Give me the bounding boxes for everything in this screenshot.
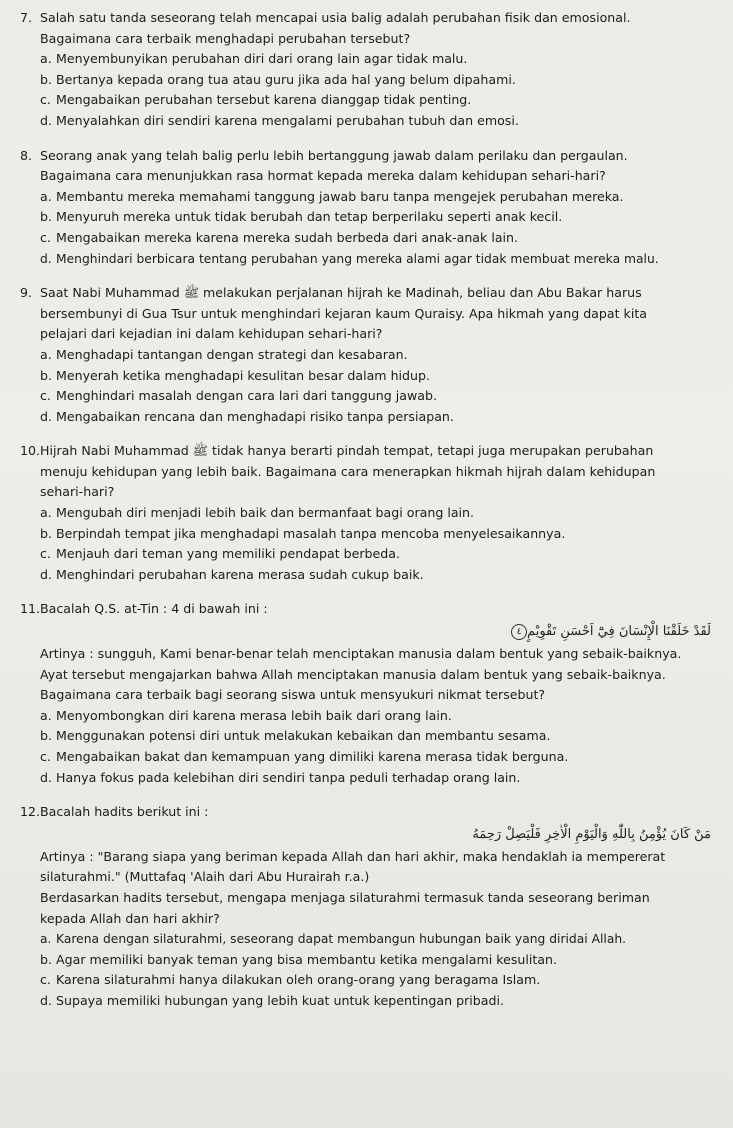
option-b[interactable]: b. Agar memiliki banyak teman yang bisa membantu ketika mengalami kesulitan. <box>40 951 558 967</box>
question-10 <box>20 441 715 585</box>
question-7 <box>20 8 715 132</box>
translation-line: Artinya : "Barang siapa yang beriman kepada Allah dan hari akhir, maka hendaklah ia mempererat <box>40 848 666 864</box>
option-c[interactable]: c. Mengabaikan bakat dan kemampuan yang dimiliki karena merasa tidak berguna. <box>40 749 569 764</box>
option-c[interactable]: c. Karena silaturahmi hanya dilakukan oleh orang-orang yang beragama Islam. <box>40 972 541 988</box>
question-stem: 7. Salah satu tanda seseorang telah mencapai usia balig adalah perubahan fisik dan emosional. <box>20 8 715 29</box>
option-d[interactable]: d. Hanya fokus pada kelebihan diri sendiri tanpa peduli terhadap orang lain. <box>40 769 521 785</box>
option-a[interactable]: a. Membantu mereka memahami tanggung jawab baru tanpa mengejek perubahan mereka. <box>40 188 624 204</box>
hadith-text: مَنْ كَانَ يُؤْمِنُ بِاللّٰهِ وَالْيَوْمِ الْاٰخِرِ فَلْيَصِلْ رَحِمَهُ <box>472 826 711 842</box>
question-stem-line: kepada Allah dan hari akhir? <box>40 910 220 926</box>
ayah-number-marker: ٤ <box>511 624 527 640</box>
translation-line: silaturahmi." (Muttafaq 'Alaih dari Abu Hurairah r.a.) <box>40 869 370 885</box>
question-stem-line: Bagaimana cara menunjukkan rasa hormat kepada mereka dalam kehidupan sehari-hari? <box>40 168 606 184</box>
option-c[interactable]: c. Mengabaikan mereka karena mereka sudah berbeda dari anak-anak lain. <box>40 229 519 245</box>
option-b[interactable]: b. Menyuruh mereka untuk tidak berubah dan tetap berperilaku seperti anak kecil. <box>40 209 563 225</box>
translation-line: Artinya : sungguh, Kami benar-benar telah menciptakan manusia dalam bentuk yang sebaik-baiknya. <box>40 646 682 662</box>
question-stem: 8. Seorang anak yang telah balig perlu lebih bertanggung jawab dalam perilaku dan pergaulan. <box>20 146 715 167</box>
question-stem-line: Berdasarkan hadits tersebut, mengapa menjaga silaturahmi termasuk tanda seseorang beriman <box>40 889 650 905</box>
question-stem: 11.Bacalah Q.S. at-Tin : 4 di bawah ini : <box>20 599 715 620</box>
question-number: 10. <box>20 443 41 459</box>
question-stem-line: bersembunyi di Gua Tsur untuk menghindari kejaran kaum Quraisy. Apa hikmah yang dapat kita <box>40 305 648 321</box>
question-stem-line: menuju kehidupan yang lebih baik. Bagaimana cara menerapkan hikmah hijrah dalam kehidupan <box>40 463 656 479</box>
option-d[interactable]: d. Supaya memiliki hubungan yang lebih kuat untuk kepentingan pribadi. <box>40 992 504 1008</box>
question-number: 11. <box>20 601 41 617</box>
option-a[interactable]: a. Menghadapi tantangan dengan strategi dan kesabaran. <box>40 346 408 362</box>
quran-verse: لَقَدْ خَلَقْنَا الْإِنْسَانَ فِيْٓ اَحْسَنِ تَقْوِيْمٍ٤ <box>20 620 715 644</box>
option-d[interactable]: d. Menghindari berbicara tentang perubahan yang mereka alami agar tidak membuat mereka malu. <box>40 251 659 266</box>
question-number: 12. <box>20 804 41 820</box>
question-stem: 12.Bacalah hadits berikut ini : <box>20 802 715 823</box>
question-8 <box>20 146 715 270</box>
question-12 <box>20 802 715 1011</box>
question-stem-line: pelajari dari kejadian ini dalam kehidupan sehari-hari? <box>40 326 383 342</box>
question-9 <box>20 283 715 427</box>
option-a[interactable]: a. Menyombongkan diri karena merasa lebih baik dari orang lain. <box>40 707 452 723</box>
option-b[interactable]: b. Berpindah tempat jika menghadapi masalah tanpa mencoba menyelesaikannya. <box>40 525 566 541</box>
question-stem-line: Bagaimana cara terbaik menghadapi perubahan tersebut? <box>40 30 411 46</box>
option-b[interactable]: b. Menggunakan potensi diri untuk melakukan kebaikan dan membantu sesama. <box>40 728 551 744</box>
option-a[interactable]: a. Menyembunyikan perubahan diri dari orang lain agar tidak malu. <box>40 51 468 67</box>
question-number: 7. <box>20 10 33 25</box>
option-d[interactable]: d. Menyalahkan diri sendiri karena mengalami perubahan tubuh dan emosi. <box>40 112 519 128</box>
option-c[interactable]: c. Mengabaikan perubahan tersebut karena dianggap tidak penting. <box>40 92 472 108</box>
question-stem: 10.Hijrah Nabi Muhammad ﷺ tidak hanya berarti pindah tempat, tetapi juga merupakan perubahan <box>20 441 715 462</box>
question-stem-line: Ayat tersebut mengajarkan bahwa Allah menciptakan manusia dalam bentuk yang sebaik-baiknya. <box>40 666 666 682</box>
option-c[interactable]: c. Menghindari masalah dengan cara lari dari tanggung jawab. <box>40 388 437 404</box>
option-a[interactable]: a. Karena dengan silaturahmi, seseorang dapat membangun hubungan baik yang diridai Allah. <box>40 932 627 947</box>
question-number: 8. <box>20 147 33 163</box>
option-b[interactable]: b. Bertanya kepada orang tua atau guru jika ada hal yang belum dipahami. <box>40 71 516 87</box>
option-b[interactable]: b. Menyerah ketika menghadapi kesulitan besar dalam hidup. <box>40 367 431 383</box>
question-stem-line: sehari-hari? <box>40 484 115 500</box>
option-a[interactable]: a. Mengubah diri menjadi lebih baik dan bermanfaat bagi orang lain. <box>40 505 475 521</box>
option-c[interactable]: c. Menjauh dari teman yang memiliki pendapat berbeda. <box>40 546 401 562</box>
option-d[interactable]: d. Mengabaikan rencana dan menghadapi risiko tanpa persiapan. <box>40 408 454 424</box>
question-stem: 9. Saat Nabi Muhammad ﷺ melakukan perjalanan hijrah ke Madinah, beliau dan Abu Bakar harus <box>20 283 715 304</box>
question-stem-line: Bagaimana cara terbaik bagi seorang siswa untuk mensyukuri nikmat tersebut? <box>40 687 546 703</box>
question-number: 9. <box>20 285 33 301</box>
question-11 <box>20 599 715 788</box>
option-d[interactable]: d. Menghindari perubahan karena merasa sudah cukup baik. <box>40 566 424 582</box>
